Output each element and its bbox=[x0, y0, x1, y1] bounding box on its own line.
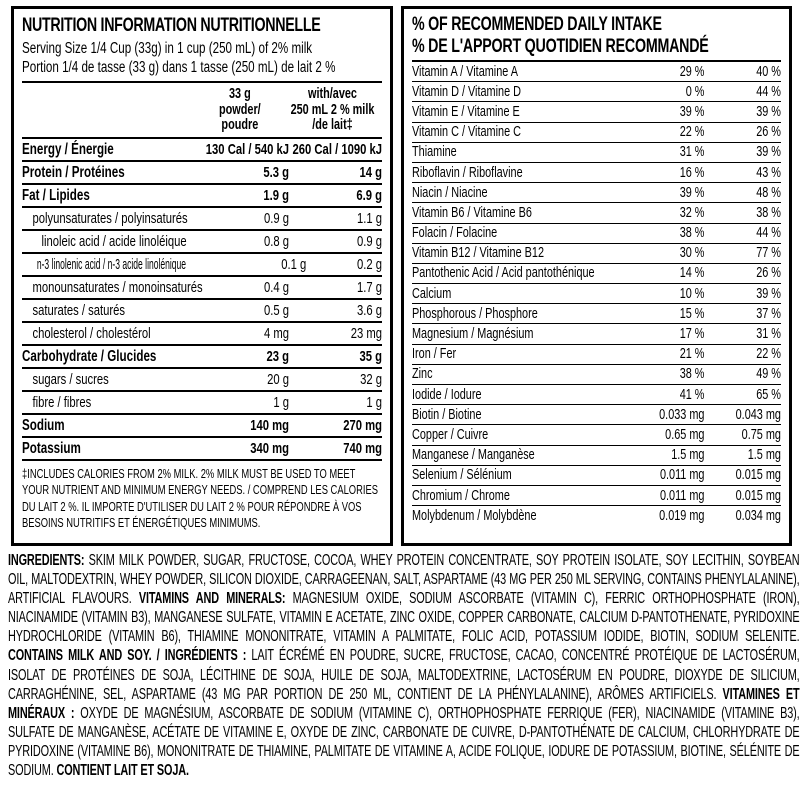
nutrient-label: Manganese / Manganèse bbox=[412, 447, 535, 464]
value-powder: 14 % bbox=[679, 265, 705, 282]
value-with-milk: 22 % bbox=[756, 346, 781, 363]
column-header-powder bbox=[197, 87, 283, 134]
value-with-milk: 32 g bbox=[360, 370, 382, 388]
value-powder: 0.9 g bbox=[263, 209, 289, 227]
nutrient-row bbox=[412, 62, 781, 82]
nutrient-label: Protein / Protéines bbox=[22, 163, 125, 181]
value-with-milk: 0.9 g bbox=[356, 232, 382, 250]
serving-size-en: Serving Size 1/4 Cup (33g) in 1 cup (250 mL) of 2% milk bbox=[22, 40, 313, 57]
column-header-line: powder/ bbox=[219, 101, 261, 118]
value-with-milk: 31 % bbox=[756, 326, 781, 343]
nutrient-row bbox=[412, 385, 781, 405]
nutrition-facts-content bbox=[22, 15, 382, 532]
nutrient-label: cholesterol / cholestérol bbox=[32, 324, 151, 342]
nutrition-facts-panel bbox=[11, 6, 393, 546]
nutrient-row bbox=[412, 486, 781, 506]
value-with-milk: 35 g bbox=[359, 347, 382, 365]
value-powder: 0.011 mg bbox=[659, 487, 705, 504]
value-powder: 4 mg bbox=[263, 324, 289, 342]
value-powder: 20 g bbox=[267, 370, 289, 388]
value-with-milk: 38 % bbox=[756, 204, 781, 221]
nutrient-row bbox=[412, 324, 781, 344]
value-powder: 32 % bbox=[679, 204, 705, 221]
value-powder: 39 % bbox=[679, 103, 705, 120]
nutrient-label: Sodium bbox=[22, 416, 65, 434]
value-with-milk: 37 % bbox=[756, 305, 781, 322]
nutrient-label: Vitamin B12 / Vitamine B12 bbox=[412, 245, 544, 262]
value-with-milk: 43 % bbox=[756, 164, 781, 181]
nutrition-title: NUTRITION INFORMATION NUTRITIONNELLE bbox=[22, 15, 321, 36]
value-with-milk: 740 mg bbox=[343, 439, 382, 457]
value-powder: 0.4 g bbox=[263, 278, 289, 296]
nutrient-label: Biotin / Biotine bbox=[412, 406, 482, 423]
value-with-milk: 39 % bbox=[756, 144, 781, 161]
nutrient-row bbox=[412, 244, 781, 264]
nutrient-row bbox=[22, 162, 382, 185]
value-with-milk: 0.2 g bbox=[356, 255, 382, 273]
column-header-line: 250 mL 2 % milk bbox=[290, 101, 375, 118]
value-with-milk: 1.1 g bbox=[356, 209, 382, 227]
ingredient-segment: MAGNESIUM OXIDE, SODIUM ASCORBATE (VITAMIN C), FERRIC ORTHOPHOSPHATE (IRON), NIACINAMIDE (VITAMIN B3), MANGANESE SULFATE, VITAMIN E ACETATE, ZINC OXIDE, COPPER CARBONATE, CALCIUM D-PANTOTHENATE, PYRIDOXINE HYDROCHLORIDE (VITAMIN B6), THIAMINE MONONITRATE, VITAMIN A PALMITATE, FOLIC ACID, POTASSIUM IODIDE, BIOTIN, SODIUM SELENITE. bbox=[8, 590, 800, 646]
value-with-milk: 39 % bbox=[756, 285, 781, 302]
nutrient-row bbox=[412, 82, 781, 102]
value-with-milk: 14 g bbox=[359, 163, 382, 181]
nutrient-label: Potassium bbox=[22, 439, 81, 457]
value-powder: 15 % bbox=[679, 305, 705, 322]
nutrient-row bbox=[22, 231, 382, 254]
value-with-milk: 0.015 mg bbox=[735, 467, 781, 484]
nutrient-row bbox=[412, 365, 781, 385]
value-powder: 29 % bbox=[679, 63, 705, 80]
nutrient-label: Phosphorous / Phosphore bbox=[412, 305, 538, 322]
value-powder: 0.1 g bbox=[281, 255, 307, 273]
value-with-milk: 1.7 g bbox=[356, 278, 382, 296]
value-powder: 31 % bbox=[679, 144, 705, 161]
column-header-spacer bbox=[22, 87, 197, 134]
value-powder: 340 mg bbox=[250, 439, 289, 457]
nutrient-label: Selenium / Sélénium bbox=[412, 467, 512, 484]
nutrient-label: Riboflavin / Riboflavine bbox=[412, 164, 523, 181]
nutrient-row bbox=[22, 346, 382, 369]
value-with-milk: 44 % bbox=[756, 225, 781, 242]
nutrient-row bbox=[412, 203, 781, 223]
nutrient-label: Molybdenum / Molybdène bbox=[412, 507, 537, 524]
nutrient-row bbox=[22, 139, 382, 162]
value-with-milk: 1.5 mg bbox=[747, 447, 781, 464]
value-with-milk: 49 % bbox=[756, 366, 781, 383]
column-header-line: poudre bbox=[221, 117, 259, 133]
nutrient-label: Vitamin D / Vitamine D bbox=[412, 83, 521, 100]
daily-intake-title-fr: % DE L'APPORT QUOTIDIEN RECOMMANDÉ bbox=[412, 36, 709, 57]
nutrient-row bbox=[412, 284, 781, 304]
value-powder: 5.3 g bbox=[263, 163, 289, 181]
nutrient-row bbox=[412, 345, 781, 365]
nutrient-label: fibre / fibres bbox=[32, 393, 92, 411]
nutrient-row bbox=[22, 392, 382, 415]
nutrient-label: Calcium bbox=[412, 285, 452, 302]
nutrient-label: sugars / sucres bbox=[32, 370, 109, 388]
daily-intake-panel bbox=[401, 6, 792, 546]
nutrient-label: Energy / Énergie bbox=[22, 140, 114, 158]
value-with-milk: 260 Cal / 1090 kJ bbox=[292, 140, 382, 158]
ingredient-segment: INGREDIENTS: bbox=[8, 552, 89, 569]
nutrient-label: Vitamin E / Vitamine E bbox=[412, 103, 520, 120]
nutrient-label: Carbohydrate / Glucides bbox=[22, 347, 157, 365]
nutrient-row bbox=[22, 369, 382, 392]
nutrient-label: Magnesium / Magnésium bbox=[412, 326, 534, 343]
value-powder: 0.011 mg bbox=[659, 467, 705, 484]
ingredients-paragraph bbox=[8, 551, 800, 780]
nutrient-label: Zinc bbox=[412, 366, 433, 383]
value-powder: 0.033 mg bbox=[659, 406, 705, 423]
nutrient-row bbox=[22, 185, 382, 208]
value-powder: 39 % bbox=[679, 184, 705, 201]
nutrient-row bbox=[412, 405, 781, 425]
value-powder: 130 Cal / 540 kJ bbox=[205, 140, 289, 158]
nutrient-row bbox=[412, 466, 781, 486]
nutrient-row bbox=[412, 446, 781, 466]
nutrient-label: n-3 linolenic acid / n-3 acide linolénique bbox=[36, 255, 187, 273]
column-headers bbox=[22, 83, 382, 139]
nutrient-row bbox=[412, 304, 781, 324]
nutrient-label: Vitamin B6 / Vitamine B6 bbox=[412, 204, 532, 221]
value-powder: 0.5 g bbox=[263, 301, 289, 319]
value-with-milk: 44 % bbox=[756, 83, 781, 100]
nutrient-row bbox=[412, 264, 781, 284]
nutrient-label: Chromium / Chrome bbox=[412, 487, 510, 504]
column-header-line: with/avec bbox=[308, 86, 357, 102]
value-with-milk: 0.75 mg bbox=[741, 426, 781, 443]
column-header-with-milk bbox=[283, 87, 382, 134]
column-header-line: 33 g bbox=[228, 86, 251, 102]
nutrient-row bbox=[412, 224, 781, 244]
nutrient-row bbox=[412, 163, 781, 183]
nutrient-label: Iodide / Iodure bbox=[412, 386, 482, 403]
milk-footnote: ‡INCLUDES CALORIES FROM 2% MILK. 2% MILK MUST BE USED TO MEET YOUR NUTRIENT AND MINIMUM ENERGY NEEDS. / COMPREND LES CALORIES DU LAIT 2 %. IL IMPORTE D'UTILISER DU LAIT 2 % POUR RÉPONDRE À VOS BESOINS NUTRITIFS ET ÉNERGÉTIQUES MINIMUMS. bbox=[22, 466, 378, 530]
value-with-milk: 65 % bbox=[756, 386, 781, 403]
nutrient-label: Copper / Cuivre bbox=[412, 426, 489, 443]
value-with-milk: 39 % bbox=[756, 103, 781, 120]
daily-intake-table bbox=[412, 62, 781, 525]
value-with-milk: 48 % bbox=[756, 184, 781, 201]
value-with-milk: 77 % bbox=[756, 245, 781, 262]
nutrient-row bbox=[22, 254, 382, 277]
value-with-milk: 3.6 g bbox=[356, 301, 382, 319]
value-powder: 38 % bbox=[679, 225, 705, 242]
nutrient-row bbox=[22, 415, 382, 438]
ingredient-segment: VITAMINES ET MINÉRAUX : bbox=[8, 685, 800, 722]
value-with-milk: 6.9 g bbox=[356, 186, 382, 204]
value-powder: 23 g bbox=[266, 347, 289, 365]
nutrient-row bbox=[22, 277, 382, 300]
value-with-milk: 0.015 mg bbox=[735, 487, 781, 504]
nutrient-row bbox=[412, 102, 781, 122]
nutrient-row bbox=[412, 506, 781, 525]
value-with-milk: 0.034 mg bbox=[735, 507, 781, 524]
value-powder: 10 % bbox=[679, 285, 705, 302]
nutrient-label: Folacin / Folacine bbox=[412, 225, 498, 242]
ingredient-segment: LAIT ÉCRÉMÉ EN POUDRE, SUCRE, FRUCTOSE, CACAO, CONCENTRÉ PROTÉIQUE DE LACTOSÉRUM, ISOLAT DE PROTÉINES DE SOJA, LÉCITHINE DE SOJA, HUILE DE SOJA, MALTODEXTRINE, LACTOSÉRUM EN POUDRE, DIOXYDE DE SILICIUM, CARRAGHÉNINE, SEL, ASPARTAME (43 MG PAR PORTION DE 250 ML, CONTIENT DE LA PHÉNYLALANINE), ARÔMES ARTIFICIELS. bbox=[8, 647, 800, 703]
value-powder: 38 % bbox=[679, 366, 705, 383]
ingredient-segment: VITAMINS AND MINERALS: bbox=[138, 590, 293, 608]
value-with-milk: 26 % bbox=[756, 124, 781, 141]
value-powder: 41 % bbox=[679, 386, 705, 403]
value-powder: 21 % bbox=[679, 346, 705, 363]
nutrition-table bbox=[22, 139, 382, 461]
daily-intake-title-en: % OF RECOMMENDED DAILY INTAKE bbox=[412, 14, 662, 35]
value-with-milk: 1 g bbox=[366, 393, 382, 411]
ingredient-segment: CONTIENT LAIT ET SOJA. bbox=[56, 762, 189, 780]
serving-size-fr: Portion 1/4 de tasse (33 g) dans 1 tasse (250 mL) de lait 2 % bbox=[22, 59, 336, 76]
nutrient-label: Iron / Fer bbox=[412, 346, 457, 363]
nutrient-row bbox=[412, 143, 781, 163]
value-powder: 0.65 mg bbox=[665, 426, 705, 443]
value-with-milk: 26 % bbox=[756, 265, 781, 282]
nutrient-label: Fat / Lipides bbox=[22, 186, 90, 204]
value-with-milk: 0.043 mg bbox=[735, 406, 781, 423]
nutrient-label: polyunsaturates / polyinsaturés bbox=[32, 209, 188, 227]
nutrient-row bbox=[412, 123, 781, 143]
ingredient-segment: OXYDE DE MAGNÉSIUM, ASCORBATE DE SODIUM (VITAMINE C), ORTHOPHOSPHATE FERRIQUE (FER), NIACINAMIDE (VITAMINE B3), SULFATE DE MANGANÈSE, ACÉTATE DE VITAMINE E, OXYDE DE ZINC, CARBONATE DE CUIVRE, D-PANTOTHÉNATE DE CALCIUM, CHLORHYDRATE DE PYRIDOXINE (VITAMINE B6), MONONITRATE DE THIAMINE, PALMITATE DE VITAMINE A, ACIDE FOLIQUE, IODURE DE POTASSIUM, BIOTINE, SÉLÉNITE DE SODIUM. bbox=[8, 704, 800, 780]
ingredient-segment: SKIM MILK POWDER, SUGAR, FRUCTOSE, COCOA, WHEY PROTEIN CONCENTRATE, SOY PROTEIN ISOLATE, SOY LECITHIN, SOYBEAN OIL, MALTODEXTRIN, WHEY POWDER, SILICON DIOXIDE, CARRAGEENAN, SALT, ASPARTAME (43 MG PER 250 ML SERVING, CONTAINS PHENYLALANINE), ARTIFICIAL FLAVOURS. bbox=[8, 552, 800, 608]
value-with-milk: 270 mg bbox=[343, 416, 382, 434]
nutrient-label: saturates / saturés bbox=[32, 301, 126, 319]
value-powder: 140 mg bbox=[250, 416, 289, 434]
nutrient-row bbox=[22, 300, 382, 323]
value-with-milk: 23 mg bbox=[350, 324, 382, 342]
nutrient-row bbox=[412, 183, 781, 203]
column-header-line: /de lait‡ bbox=[312, 117, 353, 133]
value-powder: 16 % bbox=[679, 164, 705, 181]
value-powder: 1 g bbox=[273, 393, 289, 411]
nutrient-label: Vitamin A / Vitamine A bbox=[412, 63, 518, 80]
nutrient-label: Pantothenic Acid / Acid pantothénique bbox=[412, 265, 595, 282]
value-powder: 0.019 mg bbox=[659, 507, 705, 524]
value-powder: 17 % bbox=[679, 326, 705, 343]
value-with-milk: 40 % bbox=[756, 63, 781, 80]
value-powder: 1.5 mg bbox=[671, 447, 705, 464]
nutrient-label: Vitamin C / Vitamine C bbox=[412, 124, 521, 141]
value-powder: 22 % bbox=[679, 124, 705, 141]
value-powder: 1.9 g bbox=[263, 186, 289, 204]
nutrient-label: Thiamine bbox=[412, 144, 457, 161]
daily-intake-content bbox=[412, 14, 781, 525]
nutrient-label: Niacin / Niacine bbox=[412, 184, 488, 201]
nutrient-row bbox=[22, 323, 382, 346]
value-powder: 0.8 g bbox=[263, 232, 289, 250]
nutrient-row bbox=[412, 425, 781, 445]
nutrient-row bbox=[22, 208, 382, 231]
nutrient-label: linoleic acid / acide linoléique bbox=[41, 232, 187, 250]
ingredient-segment: CONTAINS MILK AND SOY. / INGRÉDIENTS : bbox=[8, 647, 252, 665]
value-powder: 0 % bbox=[685, 83, 705, 100]
nutrient-row bbox=[22, 438, 382, 461]
nutrient-label: monounsaturates / monoinsaturés bbox=[32, 278, 203, 296]
value-powder: 30 % bbox=[679, 245, 705, 262]
